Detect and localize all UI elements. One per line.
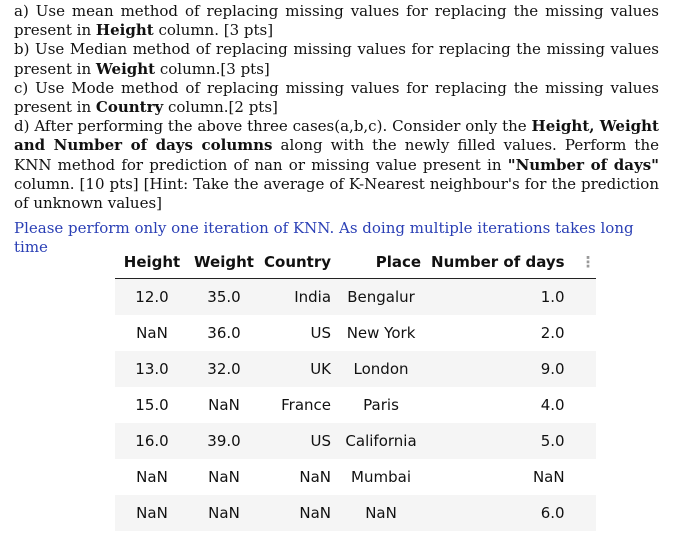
cell-height: 12.0 bbox=[115, 279, 189, 316]
cell-country: France bbox=[281, 396, 332, 414]
cell-number-of-days: 6.0 bbox=[426, 495, 581, 531]
cell-weight: 32.0 bbox=[189, 351, 259, 387]
cell-place: Mumbai bbox=[351, 468, 411, 486]
cell-country: NaN bbox=[259, 495, 336, 531]
table-row bbox=[115, 351, 596, 387]
table-row bbox=[115, 423, 596, 459]
column-header-height: Height bbox=[115, 245, 189, 279]
cell-weight: NaN bbox=[208, 396, 240, 414]
cell-height: NaN bbox=[136, 468, 168, 486]
cell-place: New York bbox=[346, 324, 416, 342]
table-header-row bbox=[115, 245, 596, 279]
knn-note: Please perform only one iteration of KNN. As doing multiple iterations takes long time bbox=[14, 219, 634, 257]
table-body bbox=[115, 279, 596, 532]
cell-height: 15.0 bbox=[135, 396, 169, 414]
question-c: c) Use Mode method of replacing missing values for replacing the missing values present in Country column.[2 pts] bbox=[14, 78, 659, 117]
cell-weight: 36.0 bbox=[207, 324, 241, 342]
cell-number-of-days: NaN bbox=[532, 468, 565, 486]
table-row bbox=[115, 315, 596, 351]
cell-country: India bbox=[259, 279, 336, 316]
row-spacer bbox=[581, 423, 596, 459]
cell-country: US bbox=[259, 423, 336, 459]
row-spacer bbox=[581, 279, 596, 316]
cell-height: NaN bbox=[115, 495, 189, 531]
row-spacer bbox=[581, 459, 596, 495]
question-d: d) After performing the above three cases(a,b,c). Consider only the Height, Weight and Number of days columns along with the newly filled values. Perform the KNN method for prediction of nan or missing value present in "Number of days" column. [10 pts] [Hint: Take the average of K-Nearest neighbour's for the prediction of unknown values] bbox=[14, 117, 659, 213]
table-row bbox=[115, 495, 596, 531]
row-spacer bbox=[581, 495, 596, 531]
table-row bbox=[115, 279, 596, 316]
cell-number-of-days: 9.0 bbox=[426, 351, 581, 387]
cell-weight: NaN bbox=[208, 468, 240, 486]
cell-weight: NaN bbox=[189, 495, 259, 531]
question-a: a) Use mean method of replacing missing values for replacing the missing values present in Height column. [3 pts] bbox=[14, 2, 659, 40]
question-b: b) Use Median method of replacing missing values for replacing the missing values present in Weight column.[3 pts] bbox=[14, 40, 659, 78]
column-header-place: Place bbox=[336, 245, 426, 279]
cell-number-of-days: 4.0 bbox=[540, 396, 565, 414]
table-row bbox=[115, 459, 596, 495]
dataframe-table bbox=[115, 245, 596, 531]
cell-weight: 39.0 bbox=[189, 423, 259, 459]
cell-place: California bbox=[336, 423, 426, 459]
cell-number-of-days: 5.0 bbox=[426, 423, 581, 459]
column-header-weight: Weight bbox=[189, 245, 259, 279]
cell-country: US bbox=[310, 324, 332, 342]
cell-place: Bengalur bbox=[336, 279, 426, 316]
cell-place: NaN bbox=[336, 495, 426, 531]
cell-country: UK bbox=[259, 351, 336, 387]
table-row bbox=[115, 387, 596, 423]
row-spacer bbox=[581, 351, 596, 387]
cell-height: 13.0 bbox=[115, 351, 189, 387]
truncated-column-indicator: ⋮ bbox=[581, 245, 596, 279]
cell-weight: 35.0 bbox=[189, 279, 259, 316]
cell-height: 16.0 bbox=[115, 423, 189, 459]
cell-place: London bbox=[336, 351, 426, 387]
column-header-number-of-days: Number of days bbox=[426, 245, 581, 279]
cell-number-of-days: 2.0 bbox=[540, 324, 565, 342]
row-spacer bbox=[581, 315, 596, 351]
row-spacer bbox=[581, 387, 596, 423]
cell-place: Paris bbox=[363, 396, 399, 414]
column-header-country: Country bbox=[259, 245, 336, 279]
cell-country: NaN bbox=[299, 468, 332, 486]
cell-height: NaN bbox=[136, 324, 168, 342]
assignment-text bbox=[14, 2, 659, 258]
cell-number-of-days: 1.0 bbox=[426, 279, 581, 316]
